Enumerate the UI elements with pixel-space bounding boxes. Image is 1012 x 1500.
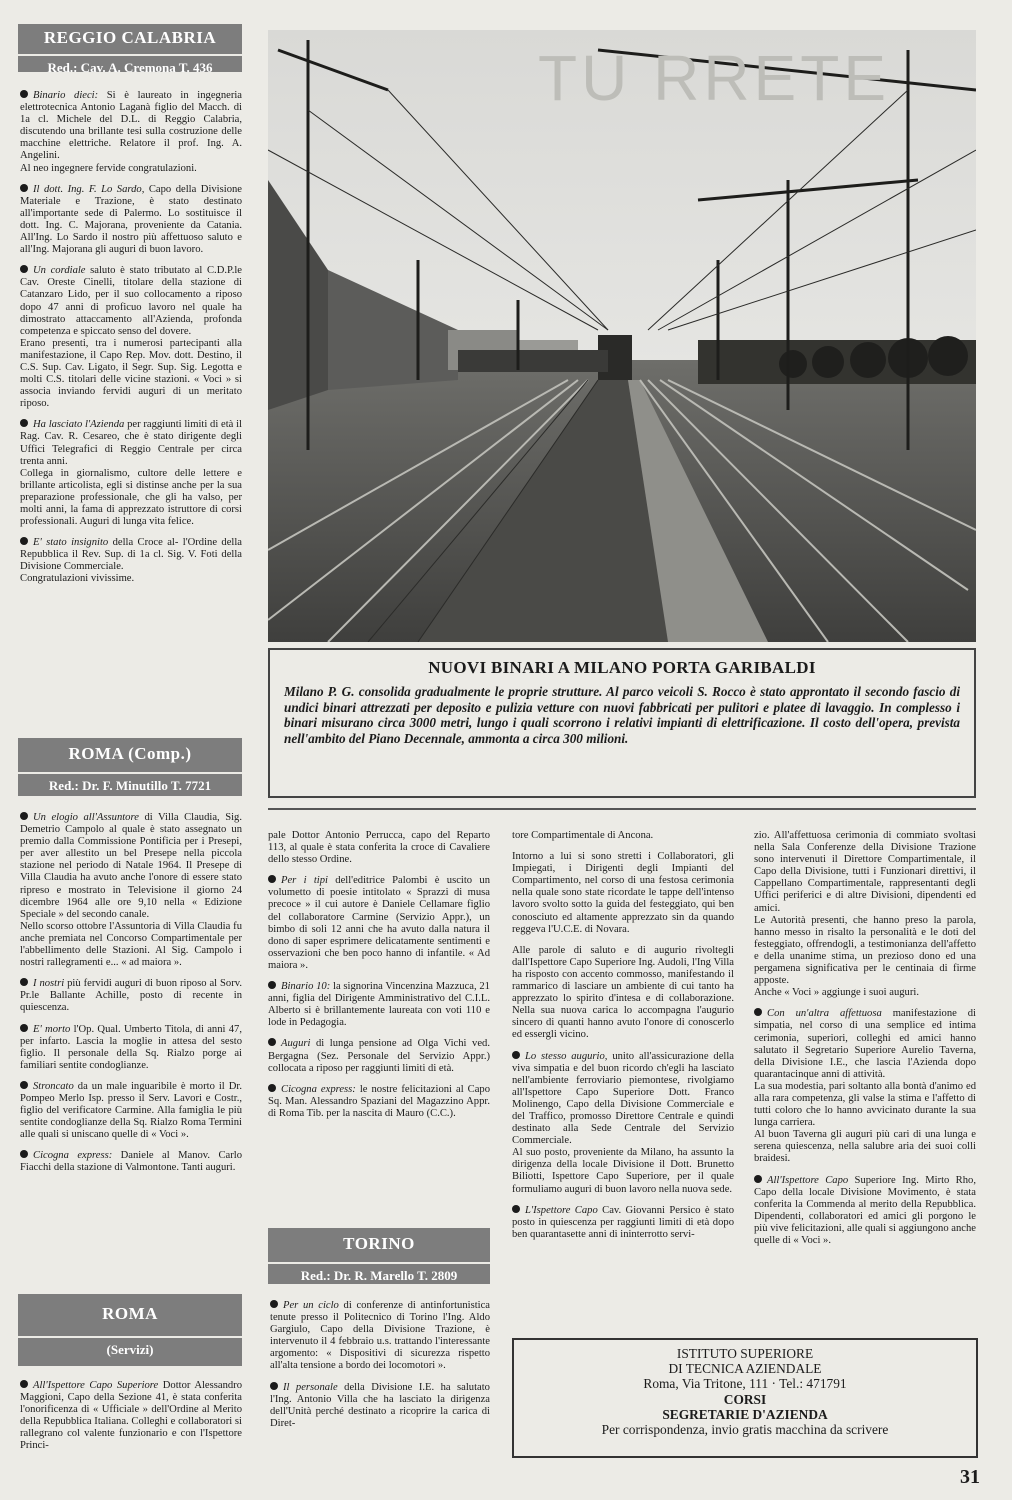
article-lead: Auguri [281,1038,311,1050]
article-paragraph [20,978,242,1014]
article-text: di conferenze di antinfortunistica tenute presso il Politecnico di Torino l'Ing. Aldo Gargiulo, Capo della Divisione Trazione, è intervenuto il 4 febbraio u.s. trattando l'interessante argomento: « Dispositivi di sicurezza rispetto all'alta tensione a bordo dei locomotori ». [270,1300,490,1372]
article-text: La sua modestia, pari soltanto alla bontà d'animo ed alla rara competenza, gli valse la stima e l'affetto di tutti coloro che lo hanno avvicinato durante la sua lunga carriera. [754,1080,976,1129]
article-paragraph [754,1008,976,1081]
svg-text:TU RRETE: TU RRETE [538,42,890,114]
bullet-icon [20,1081,28,1089]
section-title: ROMA (Comp.) [68,744,192,763]
article-text: saluto è stato tributato al C.D.P.le Cav. Oreste Cinelli, titolare della stazione di Catanzaro Lido, per il suo collocamento a riposo dopo 47 anni di proficuo lavoro nel quale ha dimostrato attaccamento all'Azienda, profonda competenza e spiccato senso del dovere. [20,265,242,337]
column-roma-comp [20,812,242,1184]
article-lead: Un cordiale [33,265,86,277]
ad-line-institute: ISTITUTO SUPERIORE [676,1346,814,1361]
article-text: Le Autorità presenti, che hanno preso la parola, hanno messo in risalto la personalità e le doti del festeggiato, offrendogli, a testimonianza dell'affetto e della unanime stima, un prezioso dono ed una pergamena significativa per le centinaia di firme apposte. [754,914,976,987]
article-paragraph [512,945,734,1042]
article-text: Anche « Voci » aggiunge i suoi auguri. [754,987,919,999]
article-paragraph [20,921,242,969]
section-title: TORINO [343,1234,415,1253]
article-text: Capo della Divisione Materiale e Trazione, è stato destinato all'importante sede di Palermo. Lo sostituisce il dott. Ing. C. Majorana, proveniente da Catania. All'Ing. Lo Sardo il nostro più affettuoso saluto e all'Ing. Majorana gli auguri di buon lavoro. [20,183,242,256]
article-text: Dottor Alessandro Maggioni, Capo della Sezione 41, è stata conferita l'onorificenza di « Ufficiale » dell'Ordine al Merito della Repubblica Italiana. Colleghi e collaboratori si rallegrano col valente funzionario e con l'Ispettore Princi- [20,1380,242,1452]
article-paragraph [20,1081,242,1141]
ad-line-secretaries: SEGRETARIE D'AZIENDA [662,1406,828,1422]
article-text: Collega in giornalismo, cultore delle lettere e brillante articolista, egli si distinse anche per la sua preparazione professionale, che gli ha valso, per molti anni, la fama di apprezzato istruttore di corsi professionali. Auguri di lunga vita felice. [20,467,242,528]
article-paragraph [268,1038,490,1074]
article-text: Si è laureato in ingegneria elettrotecnica Antonio Laganà figlio del Macch. di 1a cl. Michele del D.L. di Reggio Calabria, discutendo una brillante tesi sulla costruzione delle macchine elettriche. Relatore il prof. Ing. A. Angelini. [20,90,242,162]
section-subtitle: (Servizi) [18,1336,242,1358]
article-text: di lunga pensione ad Olga Vichi ved. Bergagna (Sez. Personale del Servizio Appr.) collocata a riposo per raggiunti limiti di età. [268,1038,490,1074]
section-editor: Red.: Cav. A. Cremona T. 436 [18,54,242,76]
page-number: 31 [960,1466,980,1488]
article-paragraph [20,1150,242,1174]
article-paragraph [754,987,976,999]
article-paragraph [20,90,242,163]
article-paragraph [20,338,242,411]
bullet-icon [512,1205,520,1213]
article-lead: Ha lasciato l'Azienda [33,419,125,431]
article-text: della Croce al- l'Ordine della Repubblica il Rev. Sup. di 1a cl. Sig. V. Foti della Divisione Commerciale. [20,537,242,573]
article-paragraph [268,1084,490,1120]
article-paragraph [20,537,242,573]
article-paragraph [754,1175,976,1248]
article-text: per raggiunti limiti di età il Rag. Cav. R. Cesareo, che è stato dirigente degli Uffici Telegrafici di Reggio Centrale per circa trenta anni. [20,419,242,467]
feature-title: NUOVI BINARI A MILANO PORTA GARIBALDI [428,658,816,677]
article-lead: Il personale [283,1381,338,1393]
bullet-icon [754,1175,762,1183]
bullet-icon [20,419,28,427]
article-lead: I nostri [33,978,65,990]
column-torino-continued [512,830,734,1250]
article-lead: E' morto [33,1023,71,1035]
article-text: zio. All'affettuosa cerimonia di commiato svoltasi nella Sala Conferenze della Divisione Trazione sono intervenuti il Direttore Compartimentale, il Capo della Divisione, tutti i Funzionari direttivi, il Cappellano Compartimentale, rappresentanti degli Uffici periferici e di altre Divisioni, dipendenti ed amici. [754,830,976,914]
article-lead: L'Ispettore Capo [525,1204,598,1216]
article-text: Congratulazioni vivissime. [20,573,135,585]
column-torino-end [754,830,976,1256]
article-paragraph [512,1205,734,1241]
article-text: Erano presenti, tra i numerosi partecipanti alla manifestazione, il Capo Rep. Mov. dott. Destino, il C.S. Sup. Cav. Ligato, il Segr. Sup. Sig. Legotta e molti C.S. titolari delle vicine stazioni. « Voci » si associa inviando fervidi auguri di un meritato riposo. [20,337,242,410]
article-text: Daniele al Manov. Carlo Fiacchi della stazione di Valmontone. Tanti auguri. [20,1150,243,1174]
ad-line-courses: CORSI [723,1391,767,1407]
bullet-icon [268,875,276,883]
article-paragraph [270,1382,490,1430]
article-text: l'Op. Qual. Umberto Titola, di anni 47, per infarto. Lascia la moglie in attesa del sesto figlio. Il personale della Sq. Rialzo porge ai familiari sentite condoglianze. [20,1023,242,1071]
bullet-icon [20,537,28,545]
article-text: da un male inguaribile è morto il Dr. Pompeo Merlo Isp. presso il Serv. Lavori e Costr., figlio del verificatore Carmine. Alla famiglia le più sentite condoglianze della Sq. Rialzo Roma Termini alle quali si uniscano quelle di « Voci ». [20,1080,242,1141]
advertisement-box [512,1338,978,1458]
column-roma-comp-continued [268,830,490,1129]
article-text: più fervidi auguri di buon riposo al Sorv. Pr.le Ballante Achille, posto di recente in quiescenza. [20,978,242,1014]
bullet-icon [754,1008,762,1016]
article-text: di Villa Claudia, Sig. Demetrio Campolo al quale è stato assegnato un premio dalla Commissione Pontificia per i Presepi, per aver allestito un bel Presepe nella piccola stazione nel periodo di Natale 1964. Il Presepe di Villa Claudia ha avuto anche l'onore di essere stato ripreso e mostrato in Televisione il giorno 24 dicembre 1964 alle ore 9,10 nella « Edizione Speciale » del secondo canale. [20,812,242,920]
article-text: dell'editrice Palombi è uscito un volumetto di poesie intitolato « Sprazzi di musa precoce » il cui autore è Daniele Cellamare figlio del collaboratore Carmine (Servizio Appr.), un bimbo di soli 12 anni che ha avuto dalla natura il dono di saper esprimere delicatamente sentimenti e osservazioni che ben poco hanno di infantile. « Ad maiora ». [268,875,490,971]
article-paragraph [20,265,242,338]
article-paragraph [20,184,242,257]
feature-caption-box [268,648,976,798]
article-text: unito all'assicurazione della viva simpatia e del buon ricordo ch'egli ha lasciato nell'ambiente ferroviario piemontese, rivolgiamo all'Ispettore Capo Superiore Dott. Franco Molinengo, Capo della Divisione Commerciale e del Traffico, promosso Direttore Centrale e quindi destinato alla Sede Centrale del Servizio Commerciale. [512,1050,734,1147]
bullet-icon [270,1382,278,1390]
bullet-icon [512,1051,520,1059]
bullet-icon [268,1038,276,1046]
article-lead: Un elogio all'Assuntore [33,812,139,823]
section-title: REGGIO CALABRIA [43,28,217,47]
section-header-reggio-calabria [18,24,242,75]
section-editor: Red.: Dr. F. Minutillo T. 7721 [18,772,242,794]
article-lead: Con un'altra affettuosa [767,1008,882,1020]
article-paragraph [512,851,734,936]
article-lead: Cicogna express: [33,1150,113,1162]
bullet-icon [20,1024,28,1032]
article-paragraph [20,163,242,175]
ad-line-subtitle: DI TECNICA AZIENDALE [668,1361,822,1377]
article-lead: Binario dieci: [33,90,99,101]
article-lead: Il dott. Ing. F. Lo Sardo, [33,183,145,195]
article-text: pale Dottor Antonio Perrucca, capo del Reparto 113, al quale è stata conferita la croce di Cavaliere dello stesso Ordine. [268,830,490,866]
bullet-icon [20,265,28,273]
article-text: Alle parole di saluto e di augurio rivoltegli dall'Ispettore Capo Superiore Ing. Audoli, l'Ing Villa ha risposto con accento commosso, manifestando il rammarico di lasciare un ambiente di cui tanto ha apprezzato lo spirito d'intesa e di collaborazione. Nella sua nuova carica lo accompagna l'augurio sincero di quanti hanno avuto l'onore di conoscerlo ed essergli vicino. [512,944,734,1041]
section-header-torino [268,1228,490,1284]
article-text: Nello scorso ottobre l'Assuntoria di Villa Claudia fu anche premiata nel Concorso Compartimentale per l'abbellimento delle Stazioni. Al Sig. Campolo i nostri rallegramenti e... « ad maiora ». [20,920,242,969]
article-paragraph [20,573,242,585]
article-paragraph [20,1024,242,1072]
ad-line-address: Roma, Via Tritone, 111 · Tel.: 471791 [643,1376,847,1392]
railway-tracks-photo-illustration [268,30,976,642]
article-lead: Stroncato [33,1080,74,1092]
bullet-icon [20,90,28,98]
column-torino [270,1300,490,1439]
bullet-icon [20,184,28,192]
article-lead: Binario 10: [281,981,331,993]
bullet-icon [270,1300,278,1308]
article-paragraph [754,830,976,915]
article-lead: Per un ciclo [283,1300,339,1311]
section-header-roma-servizi [18,1294,242,1366]
bullet-icon [20,812,28,820]
article-lead: All'Ispettore Capo Superiore [33,1380,159,1391]
article-text: Al neo ingegnere fervide congratulazioni. [20,162,197,174]
article-text: della Divisione I.E. ha salutato l'Ing. Antonio Villa che ha lasciato la dirigenza dell'Unità perché destinato a ricoprire la carica di Diret- [270,1381,490,1429]
article-lead: All'Ispettore Capo [767,1174,849,1186]
article-paragraph [754,1081,976,1129]
article-paragraph [270,1300,490,1373]
bullet-icon [268,981,276,989]
article-text: Al suo posto, proveniente da Milano, ha assunto la dirigenza della locale Divisione il Dott. Brunetto Biliotti, Ispettore Capo Superiore, per il quale formuliamo auguri di buon lavoro nella nuova sede. [512,1147,734,1195]
feature-text: Milano P. G. consolida gradualmente le proprie strutture. Al parco veicoli S. Rocco è stato approntato il secondo fascio di undici binari attrezzati per deposito e pulizia vetture con nuovi fabbricati per pulitori e platee di lavaggio. In complesso i binari misurano circa 3000 metri, lungo i quali scorrono i relativi impianti di elettrificazione. Il costo dell'opera, prevista nell'ambito del Piano Decennale, ammonta a circa 300 milioni. [284,684,960,746]
article-lead: Lo stesso augurio, [525,1050,608,1062]
section-editor: Red.: Dr. R. Marello T. 2809 [268,1262,490,1284]
bullet-icon [20,1380,28,1388]
article-paragraph [20,419,242,467]
article-text: manifestazione di simpatia, nel corso di una semplice ed intima cerimonia, superiori, colleghi ed amici hanno salutato il Segretario Superiore Aurelio Taverna, della Divisione I.E., che lascia l'Azienda dopo quarantacinque anni di attività. [754,1008,976,1080]
column-reggio-calabria [20,90,242,595]
section-title: ROMA [102,1304,158,1323]
article-text: Superiore Ing. Mirto Rho, Capo della locale Divisione Movimento, è stata conferita la Commenda al merito della Repubblica. Dipendenti, collaboratori ed amici gli porgono le più vive felicitazioni, alle quali si aggiungono anche quelle di « Voci ». [754,1174,976,1246]
article-text: Al buon Taverna gli auguri più cari di una lunga e serena quiescenza, nella salubre aria dei suoi colli braidesi. [754,1129,976,1165]
article-paragraph [20,812,242,921]
article-paragraph [20,468,242,528]
article-text: tore Compartimentale di Ancona. [512,830,654,841]
article-paragraph [268,875,490,972]
divider [268,808,976,810]
article-paragraph [512,830,734,842]
article-lead: E' stato insignito [33,537,109,549]
article-paragraph [754,915,976,988]
ad-line-offer: Per corrispondenza, invio gratis macchina da scrivere [601,1422,889,1438]
bullet-icon [268,1084,276,1092]
article-text: la signorina Vincenzina Mazzuca, 21 anni, figlia del Dirigente Amministrativo del C.I.L. Alberto si è brillantemente laureata con voti 110 e lode in Pedagogia. [268,981,490,1029]
article-paragraph [512,1147,734,1195]
section-header-roma-comp [18,738,242,796]
article-paragraph [754,1129,976,1165]
article-text: le nostre felicitazioni al Capo Sq. Man. Alessandro Spaziani del Magazzino Appr. di Roma Tib. per la nascita di Mauro (C.C.). [268,1083,491,1119]
railway-tracks-photo [268,30,976,642]
article-text: Cav. Giovanni Persico è stato posto in quiescenza per raggiunti limiti di età dopo ben quarantasette anni di ininterrotto servi- [512,1204,735,1240]
bullet-icon [20,978,28,986]
article-paragraph [268,830,490,866]
article-lead: Cicogna express: [281,1083,356,1095]
article-paragraph [268,981,490,1029]
article-paragraph [20,1380,242,1453]
article-lead: Per i tipi [281,875,328,887]
article-paragraph [512,1051,734,1148]
bullet-icon [20,1150,28,1158]
article-text: Intorno a lui si sono stretti i Collaboratori, gli Impiegati, i Dirigenti degli Impianti del Compartimento, nel corso di una festosa cerimonia nella quale sono state ricordate le tappe dell'intenso lavoro svolto sotto la guida del festeggiato, qui ben conosciuto ed altamente apprezzato sin da quando reggeva l'U.C.E. di Novara. [512,851,734,935]
column-roma-servizi [20,1380,242,1462]
